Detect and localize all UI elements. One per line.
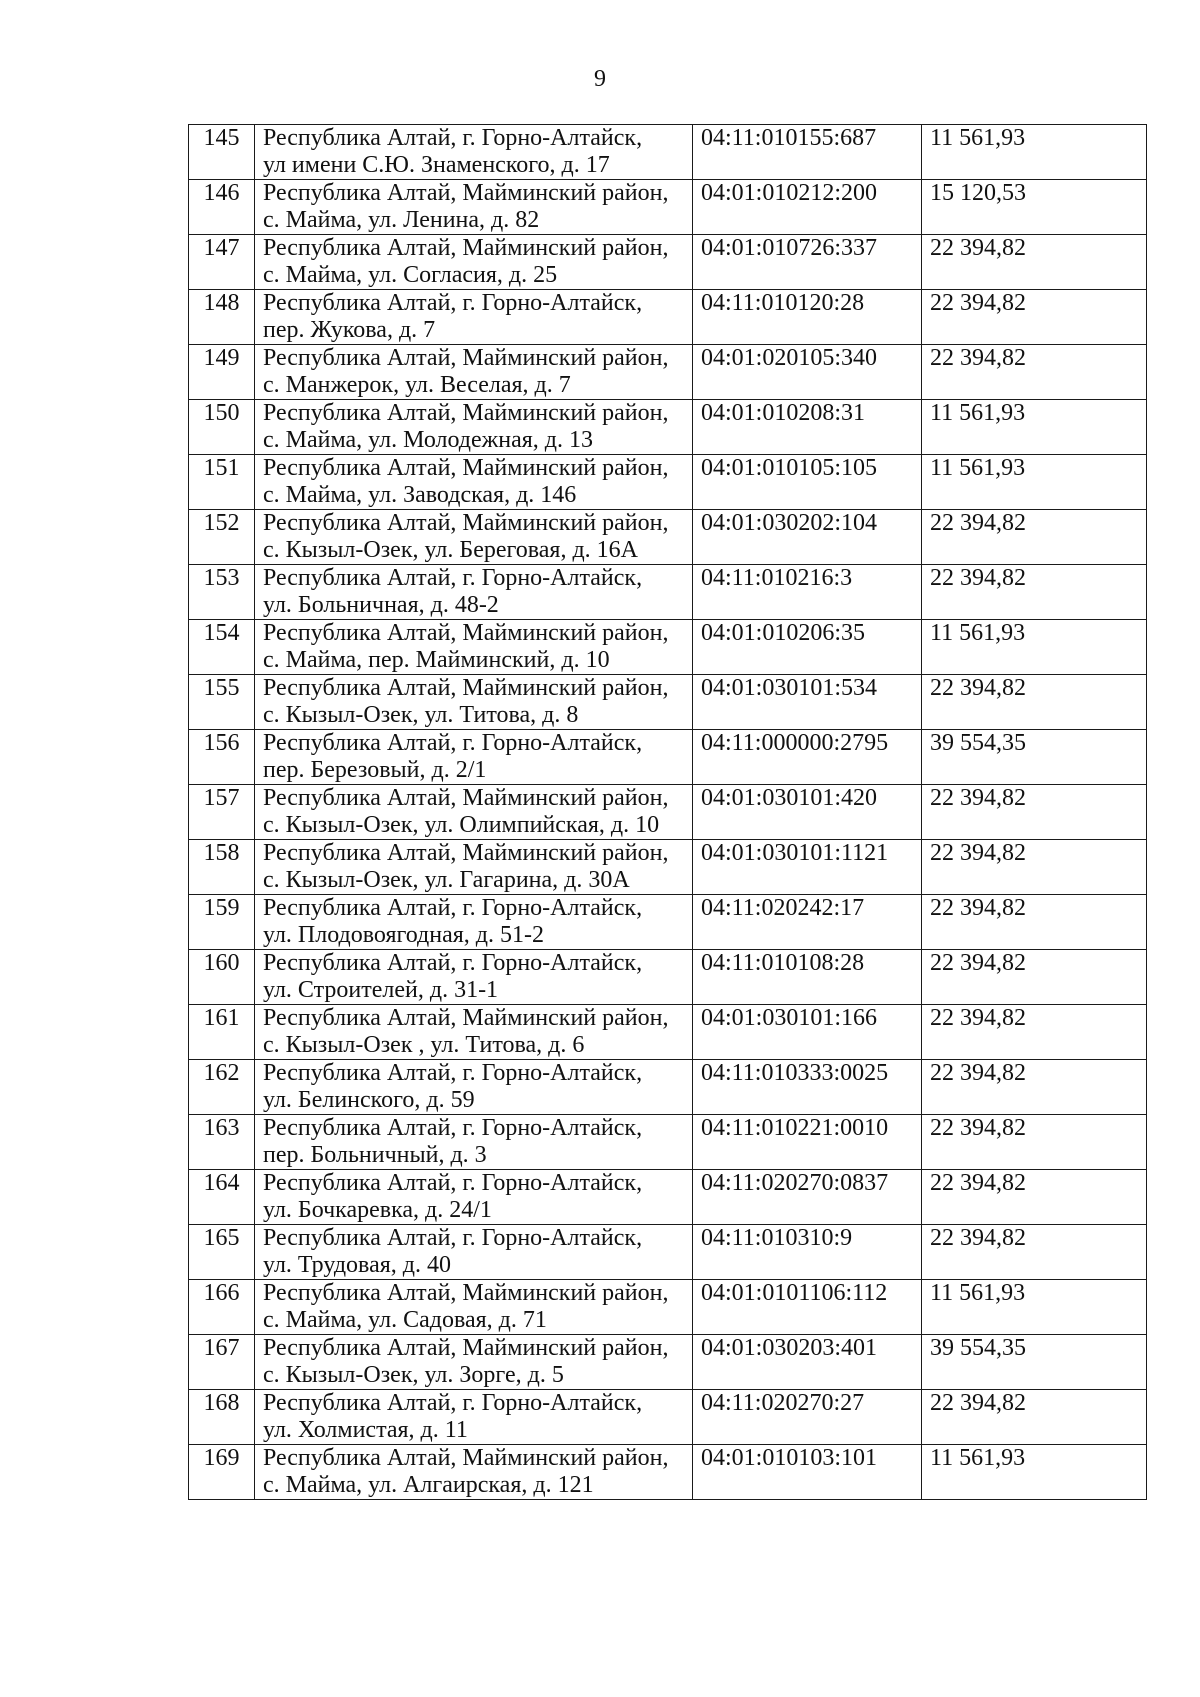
row-number: 148 bbox=[189, 290, 255, 345]
address-line-2: с. Майма, ул. Алгаирская, д. 121 bbox=[263, 1472, 594, 1498]
value-amount: 22 394,82 bbox=[922, 1115, 1147, 1170]
cadastral-number: 04:11:010120:28 bbox=[693, 290, 922, 345]
table-body bbox=[189, 125, 1147, 1500]
address-cell bbox=[255, 895, 693, 950]
row-number: 155 bbox=[189, 675, 255, 730]
address-line-2: пер. Березовый, д. 2/1 bbox=[263, 757, 487, 783]
cadastral-number: 04:11:010333:0025 bbox=[693, 1060, 922, 1115]
address-line-1: Республика Алтай, Майминский район, bbox=[263, 620, 669, 646]
address-cell bbox=[255, 730, 693, 785]
table-row bbox=[189, 400, 1147, 455]
cadastral-number: 04:01:010726:337 bbox=[693, 235, 922, 290]
table-row bbox=[189, 1280, 1147, 1335]
address-cell bbox=[255, 1445, 693, 1500]
row-number: 158 bbox=[189, 840, 255, 895]
address-line-1: Республика Алтай, г. Горно-Алтайск, bbox=[263, 565, 643, 591]
address-line-1: Республика Алтай, г. Горно-Алтайск, bbox=[263, 730, 643, 756]
row-number: 159 bbox=[189, 895, 255, 950]
address-line-1: Республика Алтай, г. Горно-Алтайск, bbox=[263, 1115, 643, 1141]
address-line-1: Республика Алтай, г. Горно-Алтайск, bbox=[263, 1225, 643, 1251]
address-line-1: Республика Алтай, Майминский район, bbox=[263, 675, 669, 701]
address-cell bbox=[255, 1280, 693, 1335]
table-row bbox=[189, 290, 1147, 345]
address-line-2: с. Майма, ул. Заводская, д. 146 bbox=[263, 482, 577, 508]
value-amount: 22 394,82 bbox=[922, 290, 1147, 345]
address-cell bbox=[255, 1060, 693, 1115]
cadastral-number: 04:11:010221:0010 bbox=[693, 1115, 922, 1170]
address-line-1: Республика Алтай, г. Горно-Алтайск, bbox=[263, 1390, 643, 1416]
row-number: 165 bbox=[189, 1225, 255, 1280]
value-amount: 11 561,93 bbox=[922, 620, 1147, 675]
address-cell bbox=[255, 510, 693, 565]
address-cell bbox=[255, 1005, 693, 1060]
row-number: 162 bbox=[189, 1060, 255, 1115]
cadastral-number: 04:11:020242:17 bbox=[693, 895, 922, 950]
value-amount: 11 561,93 bbox=[922, 1280, 1147, 1335]
address-line-1: Республика Алтай, Майминский район, bbox=[263, 455, 669, 481]
value-amount: 22 394,82 bbox=[922, 1225, 1147, 1280]
row-number: 145 bbox=[189, 125, 255, 180]
address-cell bbox=[255, 1390, 693, 1445]
address-line-1: Республика Алтай, г. Горно-Алтайск, bbox=[263, 290, 643, 316]
value-amount: 22 394,82 bbox=[922, 1170, 1147, 1225]
value-amount: 22 394,82 bbox=[922, 235, 1147, 290]
table-row bbox=[189, 125, 1147, 180]
address-line-2: с. Майма, ул. Ленина, д. 82 bbox=[263, 207, 540, 233]
cadastral-number: 04:01:010208:31 bbox=[693, 400, 922, 455]
address-line-1: Республика Алтай, Майминский район, bbox=[263, 1005, 669, 1031]
address-line-2: ул. Плодовоягодная, д. 51-2 bbox=[263, 922, 545, 948]
row-number: 154 bbox=[189, 620, 255, 675]
address-cell bbox=[255, 345, 693, 400]
address-line-1: Республика Алтай, г. Горно-Алтайск, bbox=[263, 1060, 643, 1086]
value-amount: 22 394,82 bbox=[922, 1390, 1147, 1445]
value-amount: 22 394,82 bbox=[922, 345, 1147, 400]
value-amount: 22 394,82 bbox=[922, 675, 1147, 730]
address-cell bbox=[255, 785, 693, 840]
value-amount: 39 554,35 bbox=[922, 1335, 1147, 1390]
address-line-2: ул. Больничная, д. 48-2 bbox=[263, 592, 499, 618]
cadastral-number: 04:01:010105:105 bbox=[693, 455, 922, 510]
address-line-2: с. Манжерок, ул. Веселая, д. 7 bbox=[263, 372, 571, 398]
value-amount: 11 561,93 bbox=[922, 1445, 1147, 1500]
value-amount: 22 394,82 bbox=[922, 785, 1147, 840]
table-row bbox=[189, 1445, 1147, 1500]
address-line-2: с. Кызыл-Озек, ул. Олимпийская, д. 10 bbox=[263, 812, 660, 838]
table-row bbox=[189, 785, 1147, 840]
address-line-1: Республика Алтай, Майминский район, bbox=[263, 345, 669, 371]
value-amount: 39 554,35 bbox=[922, 730, 1147, 785]
address-line-2: ул. Трудовая, д. 40 bbox=[263, 1252, 451, 1278]
address-line-2: с. Кызыл-Озек, ул. Зорге, д. 5 bbox=[263, 1362, 564, 1388]
address-line-1: Республика Алтай, Майминский район, bbox=[263, 1445, 669, 1471]
table-row bbox=[189, 345, 1147, 400]
value-amount: 11 561,93 bbox=[922, 400, 1147, 455]
row-number: 168 bbox=[189, 1390, 255, 1445]
address-line-1: Республика Алтай, Майминский район, bbox=[263, 235, 669, 261]
row-number: 149 bbox=[189, 345, 255, 400]
address-cell bbox=[255, 1225, 693, 1280]
address-cell bbox=[255, 235, 693, 290]
address-line-2: пер. Больничный, д. 3 bbox=[263, 1142, 487, 1168]
cadastral-number: 04:01:030203:401 bbox=[693, 1335, 922, 1390]
address-line-1: Республика Алтай, Майминский район, bbox=[263, 1280, 669, 1306]
table-row bbox=[189, 620, 1147, 675]
address-line-2: с. Майма, ул. Садовая, д. 71 bbox=[263, 1307, 547, 1333]
cadastral-number: 04:01:020105:340 bbox=[693, 345, 922, 400]
row-number: 156 bbox=[189, 730, 255, 785]
cadastral-number: 04:11:020270:27 bbox=[693, 1390, 922, 1445]
row-number: 160 bbox=[189, 950, 255, 1005]
table-row bbox=[189, 235, 1147, 290]
address-cell bbox=[255, 455, 693, 510]
property-table bbox=[188, 124, 1147, 1500]
row-number: 150 bbox=[189, 400, 255, 455]
page-number: 9 bbox=[594, 66, 606, 92]
address-cell bbox=[255, 620, 693, 675]
row-number: 151 bbox=[189, 455, 255, 510]
address-line-2: ул. Белинского, д. 59 bbox=[263, 1087, 475, 1113]
value-amount: 22 394,82 bbox=[922, 510, 1147, 565]
address-cell bbox=[255, 1335, 693, 1390]
table-row bbox=[189, 840, 1147, 895]
cadastral-number: 04:01:0101106:112 bbox=[693, 1280, 922, 1335]
cadastral-number: 04:01:030101:534 bbox=[693, 675, 922, 730]
table-row bbox=[189, 1115, 1147, 1170]
row-number: 163 bbox=[189, 1115, 255, 1170]
address-line-1: Республика Алтай, г. Горно-Алтайск, bbox=[263, 895, 643, 921]
table-row bbox=[189, 1390, 1147, 1445]
cadastral-number: 04:01:010206:35 bbox=[693, 620, 922, 675]
address-line-1: Республика Алтай, Майминский район, bbox=[263, 400, 669, 426]
address-line-2: с. Майма, пер. Майминский, д. 10 bbox=[263, 647, 610, 673]
address-line-2: ул имени С.Ю. Знаменского, д. 17 bbox=[263, 152, 610, 178]
value-amount: 22 394,82 bbox=[922, 840, 1147, 895]
table-row bbox=[189, 510, 1147, 565]
row-number: 164 bbox=[189, 1170, 255, 1225]
value-amount: 22 394,82 bbox=[922, 1005, 1147, 1060]
value-amount: 15 120,53 bbox=[922, 180, 1147, 235]
value-amount: 22 394,82 bbox=[922, 565, 1147, 620]
address-cell bbox=[255, 675, 693, 730]
cadastral-number: 04:11:010310:9 bbox=[693, 1225, 922, 1280]
cadastral-number: 04:11:010216:3 bbox=[693, 565, 922, 620]
row-number: 169 bbox=[189, 1445, 255, 1500]
row-number: 146 bbox=[189, 180, 255, 235]
address-line-2: ул. Бочкаревка, д. 24/1 bbox=[263, 1197, 492, 1223]
table-row bbox=[189, 1225, 1147, 1280]
address-line-1: Республика Алтай, Майминский район, bbox=[263, 1335, 669, 1361]
cadastral-number: 04:11:000000:2795 bbox=[693, 730, 922, 785]
cadastral-number: 04:11:010108:28 bbox=[693, 950, 922, 1005]
address-line-1: Республика Алтай, г. Горно-Алтайск, bbox=[263, 950, 643, 976]
address-line-2: с. Кызыл-Озек , ул. Титова, д. 6 bbox=[263, 1032, 585, 1058]
row-number: 157 bbox=[189, 785, 255, 840]
table-row bbox=[189, 895, 1147, 950]
cadastral-number: 04:01:030202:104 bbox=[693, 510, 922, 565]
value-amount: 11 561,93 bbox=[922, 455, 1147, 510]
cadastral-number: 04:01:010212:200 bbox=[693, 180, 922, 235]
table-row bbox=[189, 565, 1147, 620]
address-cell bbox=[255, 400, 693, 455]
address-line-2: с. Кызыл-Озек, ул. Гагарина, д. 30А bbox=[263, 867, 630, 893]
cadastral-number: 04:11:010155:687 bbox=[693, 125, 922, 180]
value-amount: 22 394,82 bbox=[922, 1060, 1147, 1115]
address-cell bbox=[255, 565, 693, 620]
row-number: 161 bbox=[189, 1005, 255, 1060]
address-line-1: Республика Алтай, Майминский район, bbox=[263, 840, 669, 866]
address-line-1: Республика Алтай, г. Горно-Алтайск, bbox=[263, 1170, 643, 1196]
address-line-2: с. Майма, ул. Согласия, д. 25 bbox=[263, 262, 558, 288]
row-number: 167 bbox=[189, 1335, 255, 1390]
address-cell bbox=[255, 180, 693, 235]
address-line-1: Республика Алтай, Майминский район, bbox=[263, 510, 669, 536]
row-number: 152 bbox=[189, 510, 255, 565]
value-amount: 22 394,82 bbox=[922, 950, 1147, 1005]
cadastral-number: 04:01:030101:1121 bbox=[693, 840, 922, 895]
address-line-2: ул. Холмистая, д. 11 bbox=[263, 1417, 468, 1443]
value-amount: 22 394,82 bbox=[922, 895, 1147, 950]
address-cell bbox=[255, 1115, 693, 1170]
table-row bbox=[189, 950, 1147, 1005]
address-cell bbox=[255, 125, 693, 180]
address-line-1: Республика Алтай, Майминский район, bbox=[263, 180, 669, 206]
table-row bbox=[189, 455, 1147, 510]
table-row bbox=[189, 675, 1147, 730]
address-cell bbox=[255, 950, 693, 1005]
cadastral-number: 04:01:030101:420 bbox=[693, 785, 922, 840]
table-row bbox=[189, 1335, 1147, 1390]
table-row bbox=[189, 1005, 1147, 1060]
table-row bbox=[189, 180, 1147, 235]
row-number: 147 bbox=[189, 235, 255, 290]
address-line-2: ул. Строителей, д. 31-1 bbox=[263, 977, 499, 1003]
table-row bbox=[189, 1060, 1147, 1115]
cadastral-number: 04:01:030101:166 bbox=[693, 1005, 922, 1060]
value-amount: 11 561,93 bbox=[922, 125, 1147, 180]
address-line-2: с. Майма, ул. Молодежная, д. 13 bbox=[263, 427, 593, 453]
cadastral-number: 04:11:020270:0837 bbox=[693, 1170, 922, 1225]
address-cell bbox=[255, 1170, 693, 1225]
table-row bbox=[189, 730, 1147, 785]
address-line-2: с. Кызыл-Озек, ул. Береговая, д. 16А bbox=[263, 537, 638, 563]
address-cell bbox=[255, 290, 693, 345]
table-row bbox=[189, 1170, 1147, 1225]
address-cell bbox=[255, 840, 693, 895]
row-number: 153 bbox=[189, 565, 255, 620]
address-line-1: Республика Алтай, Майминский район, bbox=[263, 785, 669, 811]
address-line-2: с. Кызыл-Озек, ул. Титова, д. 8 bbox=[263, 702, 579, 728]
address-line-2: пер. Жукова, д. 7 bbox=[263, 317, 436, 343]
row-number: 166 bbox=[189, 1280, 255, 1335]
address-line-1: Республика Алтай, г. Горно-Алтайск, bbox=[263, 125, 643, 151]
cadastral-number: 04:01:010103:101 bbox=[693, 1445, 922, 1500]
